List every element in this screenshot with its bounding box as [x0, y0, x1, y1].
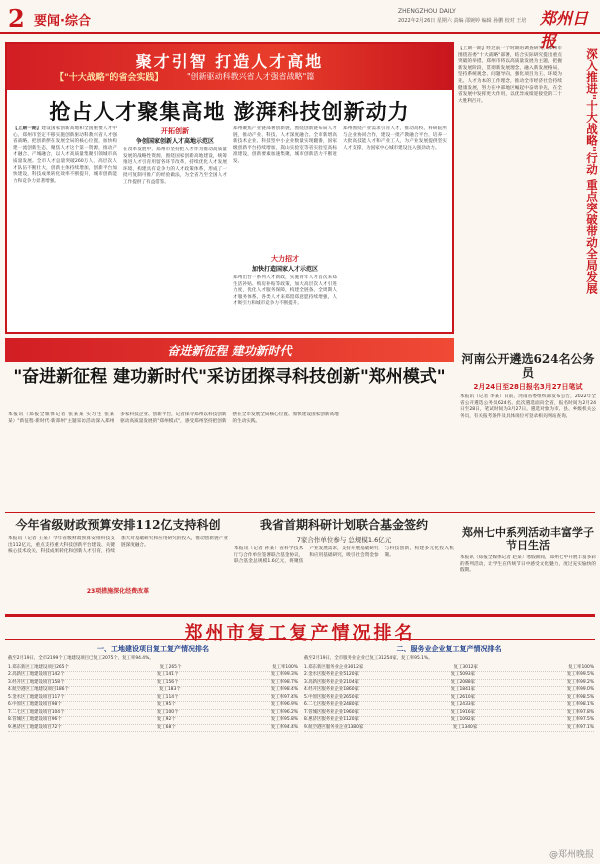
new-era-slogan: 奋进新征程 建功新时代 [167, 344, 292, 358]
table-row [8, 702, 298, 710]
budget-text: 本报讯（记者 王某）今年省级财政预算安排科技支出112亿元，重点支持重大科技创新平台建设、关键核心技术攻关、科技成果转化和创新人才引育，持续加大对基础研究和应用研究的投入，推动创新链产业链深度融合。 [8, 536, 228, 555]
table-cell: 复工率97.4% [270, 694, 298, 700]
table-row [304, 695, 594, 703]
column-1-text: 建设国家创新高地和全国重要人才中心，郑州市坚定不移实施创新驱动科教兴省人才强省战略，把创新摆在发展全局的核心位置，加快构建一流创新生态，聚焦人才这个第一资源，推动产才融合、产城融合，以人才高质量集聚引领城市高质量发展。全市人才总量突破260万人，高层次人才队伍不断壮大，创新主体持续增加，创新平台加快建设，科技成果转化效率不断提升，城市创新能力和竞争力显著增强。 [13, 126, 117, 184]
table-row [8, 665, 298, 673]
table-cell: 复工1841家 [450, 687, 476, 692]
table-row [8, 687, 298, 695]
table-cell: 8.惠济区服务业企业1120家 [304, 717, 359, 722]
table-cell: 复工2088家 [450, 679, 476, 685]
article-column-3: 郑州聚焦产业链部署创新链，围绕创新链布局人才链，推动产业、科技、人才深度融合。全市新增高新技术企业、科技型中小企业数量实现翻番，国家级创新平台持续增加，嵩山实验室等省实验室高标准建设，创新要素加速集聚，城市创新活力不断迸发。 [233, 126, 337, 164]
subhead-talent-detail: 加快打造国家人才示范区 [251, 266, 318, 273]
table-row [8, 725, 298, 733]
table-row [8, 710, 298, 718]
table-cell: 7.二七区工地建设项目104个 [8, 709, 65, 715]
henan-exam-text: 本报讯（记者 李某）日前，河南省委组织部发布公告，2022年全省公开遴选公务员624名。此次遴选面向全省，报名时间为2月24日至28日，笔试时间为3月27日。遴选对象为市、县、乡级机关公务员，有关报考条件及具体岗位可登录相关网站查询。 [460, 394, 596, 419]
school-headline: 郑州七中系列活动丰富学子节日生活 [462, 526, 594, 552]
table-row [304, 665, 594, 673]
banner-slogan: 聚才引智 打造人才高地 [135, 52, 324, 71]
table-cell: 复工1092家 [450, 717, 476, 722]
table-cell: 9.惠济区工地建设项目72个 [8, 724, 62, 730]
table-cell: 复工率97.1% [566, 724, 594, 730]
ranking-title: 郑州市复工复产情况排名 [184, 623, 416, 644]
column-3b-text: 郑州出台一系列人才新政，实施青年人才首次来郑生活补贴、购房补贴等政策，加大高层次人才引进力度，优化人才服务保障，构建全链条、全周期人才服务体系。各类人才来郑留郑意愿持续增强，人才吸引力和城市竞争力不断提升。 [233, 275, 337, 307]
table-row [304, 702, 594, 710]
table-cell: 复工率95.8% [270, 717, 298, 722]
cooperation-headline: 我省首期科研计划联合基金签约 [259, 518, 428, 532]
feature-box [5, 42, 454, 334]
right-column-text: 【上期一期】经过前一个时期的调查研究，郑州市围绕省委"十大战略"部署，结合实际研究提出重点突破的举措。郑州市将以高质量发展为主题，把握新发展阶段，贯彻新发展理念，融入新发展格局，坚持系统观念、问题导向，强化项目为王、环境为先、人才为本的工作理念，推动全市经济社会持续健康发展，努力在中部地区崛起中奋勇争先，在全省发展中发挥更大作用，以优异成绩迎接党的二十大胜利召开。 [458, 46, 562, 104]
table-cell: 复工率97.5% [566, 717, 594, 722]
table-cell: 7.管城区服务业企业1960家 [304, 709, 359, 715]
dateline: 【上期一期】 [13, 126, 42, 131]
table2-note: 截至2月19日，全市服务业企业已复工31254家，复工率95.1%。 [304, 656, 433, 661]
article-column-4: 郑州围绕产业需求引育人才，推动高校、科研院所与企业协同合作，建设一批产教融合平台，培养一大批高技能人才和产业工人，为产业发展提供坚实人才支撑，为国家中心城市建设注入强劲动力。 [343, 126, 447, 151]
column-2-text: 在改革发展中，郑州市坚持把人才作为推动高质量发展的战略性资源，围绕国家创新高地建设，统筹推进人才引育用留各环节改革，持续优化人才发展环境，构建具有竞争力的人才政策体系，形成了一批可复制可推广的经验做法，为全省乃至全国人才工作提供了有益借鉴。 [123, 147, 227, 185]
right-column [458, 42, 600, 334]
table-cell: 复工1916家 [450, 709, 476, 715]
table2-title: 二、服务业企业复工复产情况排名 [396, 645, 502, 653]
table-cell: 6.二七区服务业企业2480家 [304, 702, 359, 707]
cooperation-text: 本报讯（记者 孙某）省科学技术厅与合作单位签署联合基金协议，联合基金总规模1.6亿元，将聚焦产业发展需求，支持开展基础研究和应用基础研究，吸引社会资金参与科技创新，构建多元化投入机制。 [234, 546, 454, 565]
henan-exam-subhead: 2月24日至28日报名3月27日笔试 [473, 383, 583, 391]
main-headline: 抢占人才聚集高地 澎湃科技创新动力 [49, 99, 410, 124]
table-cell: 复工率98.7% [270, 679, 298, 685]
table-row [8, 680, 298, 688]
date-line: 2022年2月26日 星期六 责编 邵婉婷 编辑 孙鹏 校对 王培 [398, 18, 527, 24]
school-article [460, 526, 596, 610]
table-row [8, 717, 298, 725]
table-row [304, 680, 594, 688]
table-cell: 复工183个 [159, 687, 181, 692]
subhead-talent: 大力招才 [271, 255, 299, 263]
table-cell: 复工率99.2% [566, 679, 594, 685]
table-cell: 复工率97.8% [566, 709, 594, 715]
table-cell: 复工156个 [156, 679, 179, 685]
table-cell: 复工95个 [156, 702, 176, 707]
table-cell: 1.郑东新区服务业企业3012家 [304, 664, 364, 670]
table-cell: 复工100个 [156, 709, 179, 715]
new-era-article: 本报讯（郑报全媒体记者 张某某 实习生 张某某）"新征程·新时代·新郑州"主题采访活动深入郑州多家科技企业、创新平台，记者探寻郑州以科技创新驱动高质量发展的"郑州模式"，感受郑州坚持把创新摆在全市发展全局核心位置、加快建设国家创新高地的生动实践。 [8, 412, 339, 424]
table-cell: 复工141个 [156, 672, 179, 677]
table-row [304, 710, 594, 718]
ranking-table-construction [8, 644, 298, 856]
article-column-3b [233, 254, 337, 330]
banner-subtitle: "创新驱动科教兴省人才强省战略"篇 [187, 72, 315, 81]
table-cell: 复工率100% [272, 664, 298, 670]
table-cell: 5.中原区服务业企业2650家 [304, 694, 359, 700]
table-cell: 8.管城区工地建设项目96个 [8, 717, 62, 722]
table-cell: 复工率98.1% [566, 702, 594, 707]
new-era-banner [5, 338, 454, 362]
table1-note: 截至2月19日，全市2199个工地建设项目已复工2075个，复工率94.4%。 [8, 656, 154, 661]
table-cell: 复工率98.5% [566, 694, 594, 700]
table-row [304, 672, 594, 680]
table-cell: 6.中原区工地建设项目98个 [8, 702, 62, 707]
table-row [8, 695, 298, 703]
cooperation-article [234, 518, 454, 610]
table-cell: 复工2433家 [450, 702, 476, 707]
table-cell: 3.经开区工地建设项目158个 [8, 679, 65, 685]
section-title: 要闻·综合 [34, 14, 91, 29]
page-number: 2 [8, 4, 25, 33]
table-cell: 4.经开区服务业企业1860家 [304, 687, 359, 692]
article-column-2 [123, 126, 227, 330]
table-cell: 复工率98.4% [270, 687, 298, 692]
table-cell: 2.高新区工地建设项目142个 [8, 672, 65, 677]
ranking-table-service [304, 644, 594, 856]
school-text: 本报讯（郑报全媒体记者 赵某）寒假期间，郑州七中开展丰富多彩的系列活动，让学生在传统节日中感受文化魅力，度过充实愉快的假期。 [460, 555, 596, 574]
table-cell: 复工2610家 [450, 694, 476, 700]
table-cell: 复工5093家 [450, 672, 476, 677]
henan-exam-headline: 河南公开遴选624名公务员 [461, 352, 595, 380]
budget-subhead: 23项措施深化经费改革 [86, 588, 150, 595]
table-cell: 复工114个 [156, 694, 179, 700]
table-cell: 复工率96.2% [270, 709, 298, 715]
new-era-headline: "奋进新征程 建功新时代"采访团探寻科技创新"郑州模式" [13, 367, 446, 387]
article-column-1 [13, 126, 117, 330]
table-row [304, 687, 594, 695]
table-cell: 复工3012家 [453, 664, 478, 670]
cooperation-subhead: 7家合作单位参与 总规模1.6亿元 [296, 536, 392, 544]
table-cell: 4.航空港区工地建设项目186个 [8, 687, 69, 692]
divider [5, 512, 595, 513]
table-cell: 3.高新区服务业企业2104家 [304, 679, 359, 685]
table-cell: 复工率100% [568, 664, 594, 670]
table-cell: 复工率94.4% [270, 724, 298, 730]
table-row [8, 672, 298, 680]
subhead-innovation-detail: 争创国家创新人才高地示范区 [135, 138, 214, 145]
table-cell: 复工率99.3% [270, 672, 298, 677]
table-cell: 5.金水区工地建设项目117个 [8, 694, 65, 700]
masthead [0, 0, 600, 51]
table-cell: 9.航空港区服务业企业1380家 [304, 724, 364, 730]
henan-exam-article [460, 352, 596, 522]
table-cell: 复工1340家 [452, 724, 478, 730]
paper-english-name: ZHENGZHOU DAILY [398, 8, 456, 15]
table-row [304, 725, 594, 733]
table1-title: 一、工地建设项目复工复产情况排名 [97, 645, 209, 653]
table-cell: 复工率99.5% [566, 672, 594, 677]
banner-kicker: 【"十大战略"的省会实践】 [55, 73, 164, 83]
budget-article [8, 518, 228, 610]
table2-body [304, 665, 594, 733]
table-cell: 2.金水区服务业企业5120家 [304, 672, 359, 677]
table-cell: 复工率96.9% [270, 702, 298, 707]
ranking-banner [5, 614, 595, 644]
table1-body [8, 665, 298, 733]
subhead-innovation: 开拓创新 [161, 127, 189, 135]
table-row [304, 717, 594, 725]
feature-banner [7, 44, 452, 90]
watermark: @郑州晚报 [548, 850, 594, 860]
table-cell: 复工92个 [156, 717, 176, 722]
table-cell: 复工68个 [156, 724, 176, 730]
paper-logo: 郑州日报 [540, 9, 589, 51]
table-cell: 1.郑东新区工地建设项目265个 [8, 664, 69, 670]
table-cell: 复工率99.0% [566, 687, 594, 692]
table-cell: 复工265个 [159, 664, 182, 670]
right-column-headline: 深入推进"十大战略"行动 重点突破带动全局发展 [585, 48, 599, 294]
budget-headline: 今年省级财政预算安排112亿支持科创 [15, 518, 221, 532]
